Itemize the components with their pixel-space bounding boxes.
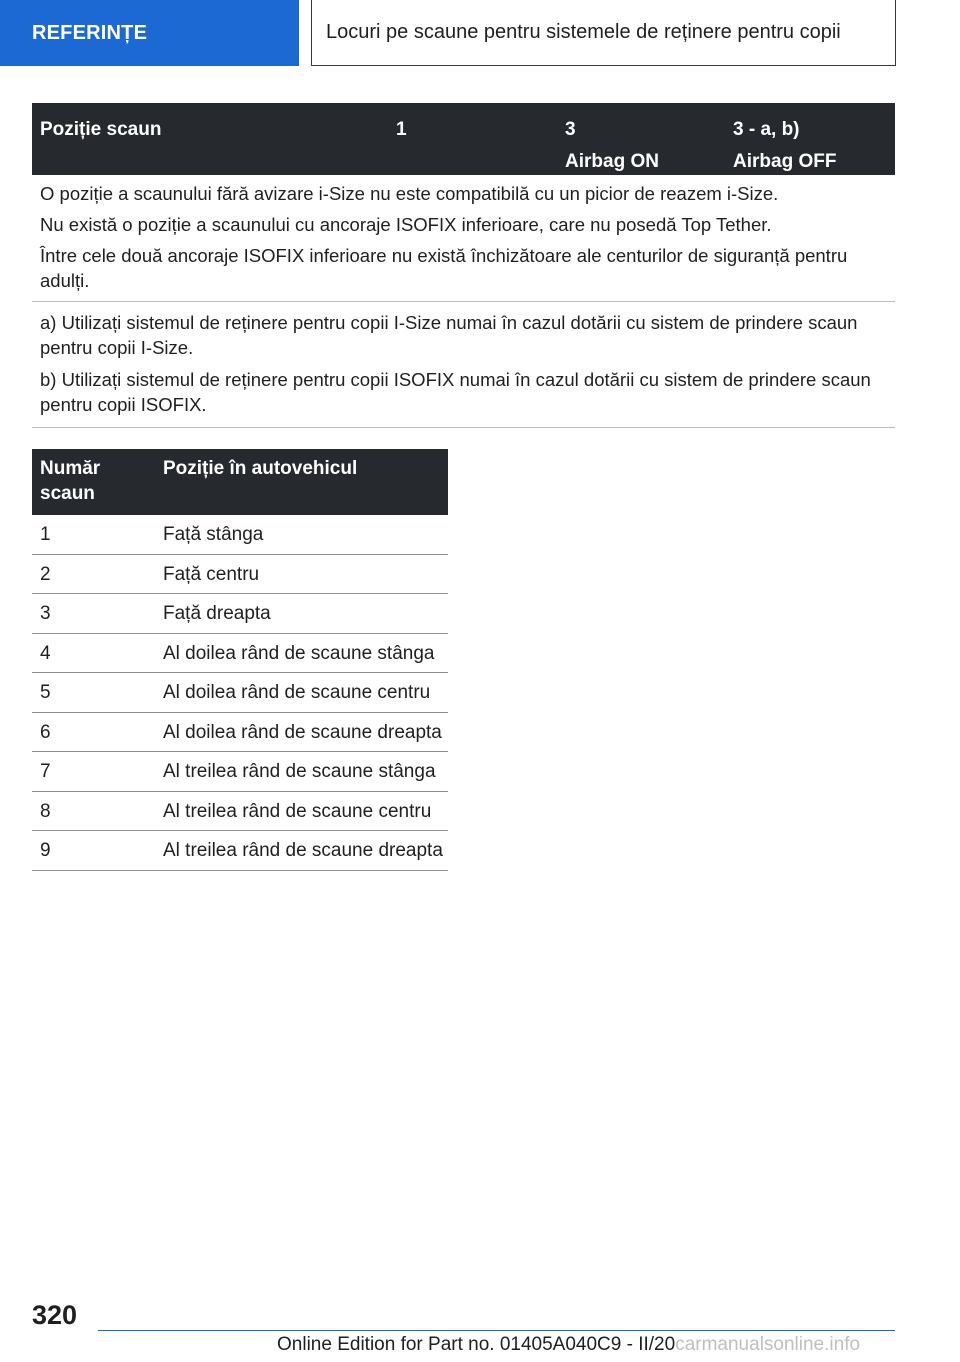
table-row xyxy=(32,555,448,595)
seat-number-table xyxy=(32,449,448,871)
seat-number-table-header xyxy=(32,449,448,515)
section-tab xyxy=(0,0,299,66)
seat-location: Față stânga xyxy=(163,524,264,545)
seat-number: 7 xyxy=(40,761,51,782)
header-position-3-ab: 3 - a, b) xyxy=(733,119,800,140)
header-airbag-off: Airbag OFF xyxy=(733,151,837,172)
header-position-3-number: 3 xyxy=(565,119,576,140)
footnote: b) Utilizați sistemul de reținere pentru copii ISOFIX numai în cazul dotării cu sistem de prindere scaun pentru copii ISOFIX. xyxy=(40,369,871,415)
seat-location: Al treilea rând de scaune dreapta xyxy=(163,840,443,861)
seat-number: 6 xyxy=(40,721,51,743)
section-label: REFERINȚE xyxy=(32,21,148,44)
note: Nu există o poziție a scaunului cu ancoraje ISOFIX inferioare, care nu posedă Top Tether. xyxy=(40,214,772,235)
seat-location: Al treilea rând de scaune centru xyxy=(163,800,432,822)
table-row xyxy=(32,634,448,674)
seat-number: 3 xyxy=(40,603,51,624)
footer-edition xyxy=(277,1334,860,1356)
footer-divider xyxy=(98,1330,895,1331)
header-seat-number: Număr scaun xyxy=(40,458,101,504)
header-position-1: 1 xyxy=(396,119,407,140)
footnote: a) Utilizați sistemul de reținere pentru copii I-Size numai în cazul dotării cu sistem de prindere scaun pentru copii I-Size. xyxy=(40,312,858,358)
seat-position-table-header xyxy=(32,103,895,175)
chapter-title: Locuri pe scaune pentru sistemele de reținere pentru copii xyxy=(326,21,841,43)
note: O poziție a scaunului fără avizare i-Size nu este compatibilă cu un picior de reazem i-Size. xyxy=(40,183,779,204)
seat-location: Al treilea rând de scaune stânga xyxy=(163,761,436,782)
seat-location: Al doilea rând de scaune dreapta xyxy=(163,721,442,743)
seat-number: 4 xyxy=(40,642,51,664)
seat-location: Față dreapta xyxy=(163,603,271,624)
header-vehicle-position: Poziție în autovehicul xyxy=(163,458,358,479)
table-row xyxy=(32,673,448,713)
seat-number: 2 xyxy=(40,563,51,585)
table-row xyxy=(32,831,448,871)
seat-number: 8 xyxy=(40,800,51,822)
header-position-3-airbag-on xyxy=(565,114,659,178)
table-row xyxy=(32,752,448,792)
edition-text: Online Edition for Part no. 01405A040C9 - II/20 xyxy=(277,1334,676,1355)
header-airbag-on: Airbag ON xyxy=(565,151,659,172)
seat-location: Al doilea rând de scaune stânga xyxy=(163,642,435,664)
page-number: 320 xyxy=(32,1300,78,1330)
note: Între cele două ancoraje ISOFIX inferioare nu există închizătoare ale centurilor de siguranță pentru adulți. xyxy=(40,245,848,291)
table-row xyxy=(32,515,448,555)
seat-location: Față centru xyxy=(163,563,260,585)
header-position-3-airbag-off xyxy=(733,114,836,178)
seat-number: 1 xyxy=(40,524,51,545)
seat-number: 9 xyxy=(40,840,51,861)
seat-number: 5 xyxy=(40,682,51,703)
table-notes xyxy=(32,175,895,302)
table-row xyxy=(32,594,448,634)
table-row xyxy=(32,792,448,832)
watermark-brand: carmanualsonline.info xyxy=(675,1334,861,1355)
header-seat-position: Poziție scaun xyxy=(40,119,162,140)
seat-position-table xyxy=(32,103,895,428)
table-footnotes xyxy=(32,302,895,428)
chapter-title-box xyxy=(311,0,896,66)
table-row xyxy=(32,713,448,753)
seat-location: Al doilea rând de scaune centru xyxy=(163,682,431,703)
